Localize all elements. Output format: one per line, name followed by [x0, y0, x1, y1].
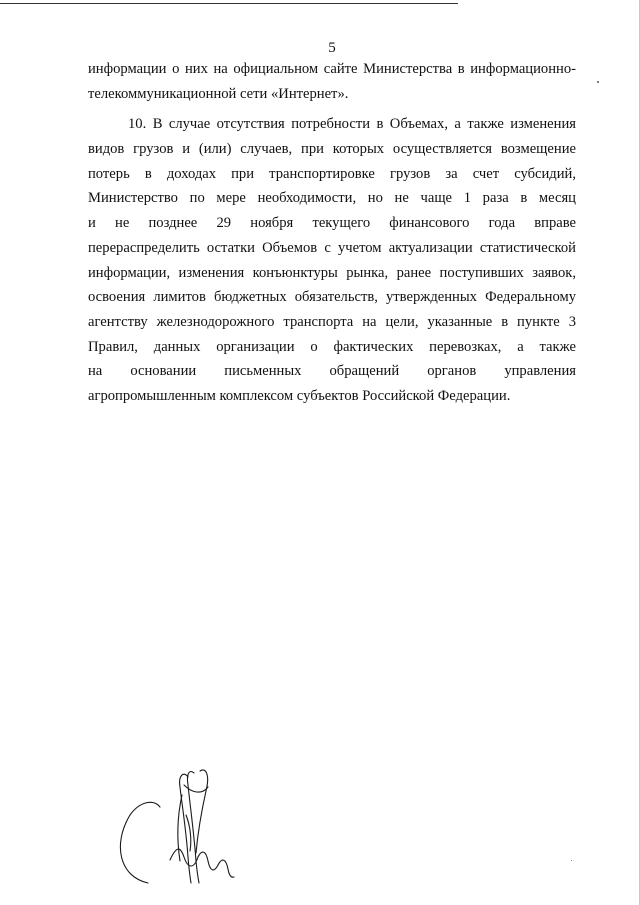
text-line: информации, изменения конъюнктуры рынка, ранее поступивших заявок,	[88, 264, 576, 281]
text-line: агропромышленным комплексом субъектов Российской Федерации.	[88, 387, 511, 404]
top-rule	[0, 3, 458, 4]
text-line: и не позднее 29 ноября текущего финансового года вправе	[88, 215, 576, 232]
paragraph-10-start: 10. В случае отсутствия потребности в Объемах, а также изменения	[128, 116, 576, 133]
text-line: потерь в доходах при транспортировке грузов за счет субсидий,	[88, 165, 576, 182]
scan-speck	[571, 860, 572, 861]
page-number: 5	[328, 40, 336, 56]
text-line: информации о них на официальном сайте Министерства в информационно-	[88, 61, 576, 77]
text-line: видов грузов и (или) случаев, при которых осуществляется возмещение	[88, 141, 576, 158]
text-line: Министерство по мере необходимости, но не чаще 1 раза в месяц	[88, 190, 576, 207]
text-line: освоения лимитов бюджетных обязательств, утвержденных Федеральному	[88, 289, 576, 306]
text-line: перераспределить остатки Объемов с учетом актуализации статистической	[88, 239, 576, 256]
text-line: Правил, данных организации о фактических перевозках, а также	[88, 338, 576, 355]
body-text	[88, 57, 576, 409]
text-line: на основании письменных обращений органов управления	[88, 363, 576, 380]
scan-speck	[597, 81, 599, 83]
text-line: агентству железнодорожного транспорта на цели, указанные в пункте 3	[88, 313, 576, 330]
signature-mark	[110, 765, 240, 890]
text-line: телекоммуникационной сети «Интернет».	[88, 85, 349, 102]
